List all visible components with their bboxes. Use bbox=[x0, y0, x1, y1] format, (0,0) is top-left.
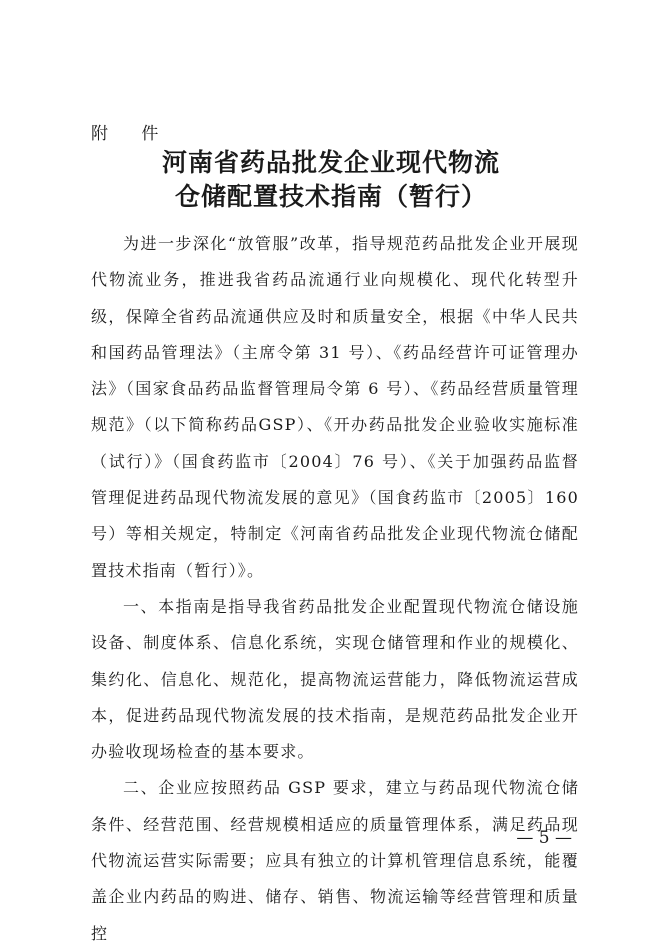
paragraph-section-1: 一、本指南是指导我省药品批发企业配置现代物流仓储设施设备、制度体系、信息化系统，实现仓储管理和作业的规模化、集约化、信息化、规范化，提高物流运营能力，降低物流运营成本，促进药品现代物流发展的技术指南，是规范药品批发企业开办验收现场检查的基本要求。 bbox=[91, 596, 579, 762]
paragraph-section-2: 二、企业应按照药品 GSP 要求，建立与药品现代物流仓储条件、经营范围、经营规模相适应的质量管理体系，满足药品现代物流运营实际需要；应具有独立的计算机管理信息系统，能覆盖企业内药品的购进、储存、销售、物流运输等经营管理和质量控 bbox=[91, 778, 579, 943]
page-number: — 5 — bbox=[516, 828, 572, 848]
attachment-label: 附 件 bbox=[91, 124, 173, 144]
document-title-line-2: 仓储配置技术指南（暂行） bbox=[174, 182, 487, 211]
document-title-line-1: 河南省药品批发企业现代物流 bbox=[161, 148, 500, 177]
paragraph-intro: 为进一步深化“放管服”改革，指导规范药品批发企业开展现代物流业务，推进我省药品流通行业向规模化、现代化转型升级，保障全省药品流通供应及时和质量安全，根据《中华人民共和国药品管理法》（主席令第 31 号）、《药品经营许可证管理办法》（国家食品药品监督管理局令第 6 号）、《药品经营质量管理规范》（以下简称药品GSP）、《开办药品批发企业验收实施标准（试行）》（国食药监市〔2004〕76 号）、《关于加强药品监督管理促进药品现代物流发展的意见》（国食药监市〔2005〕160 号）等相关规定，特制定《河南省药品批发企业现代物流仓储配置技术指南（暂行）》。 bbox=[91, 234, 579, 580]
document-body bbox=[91, 226, 579, 952]
